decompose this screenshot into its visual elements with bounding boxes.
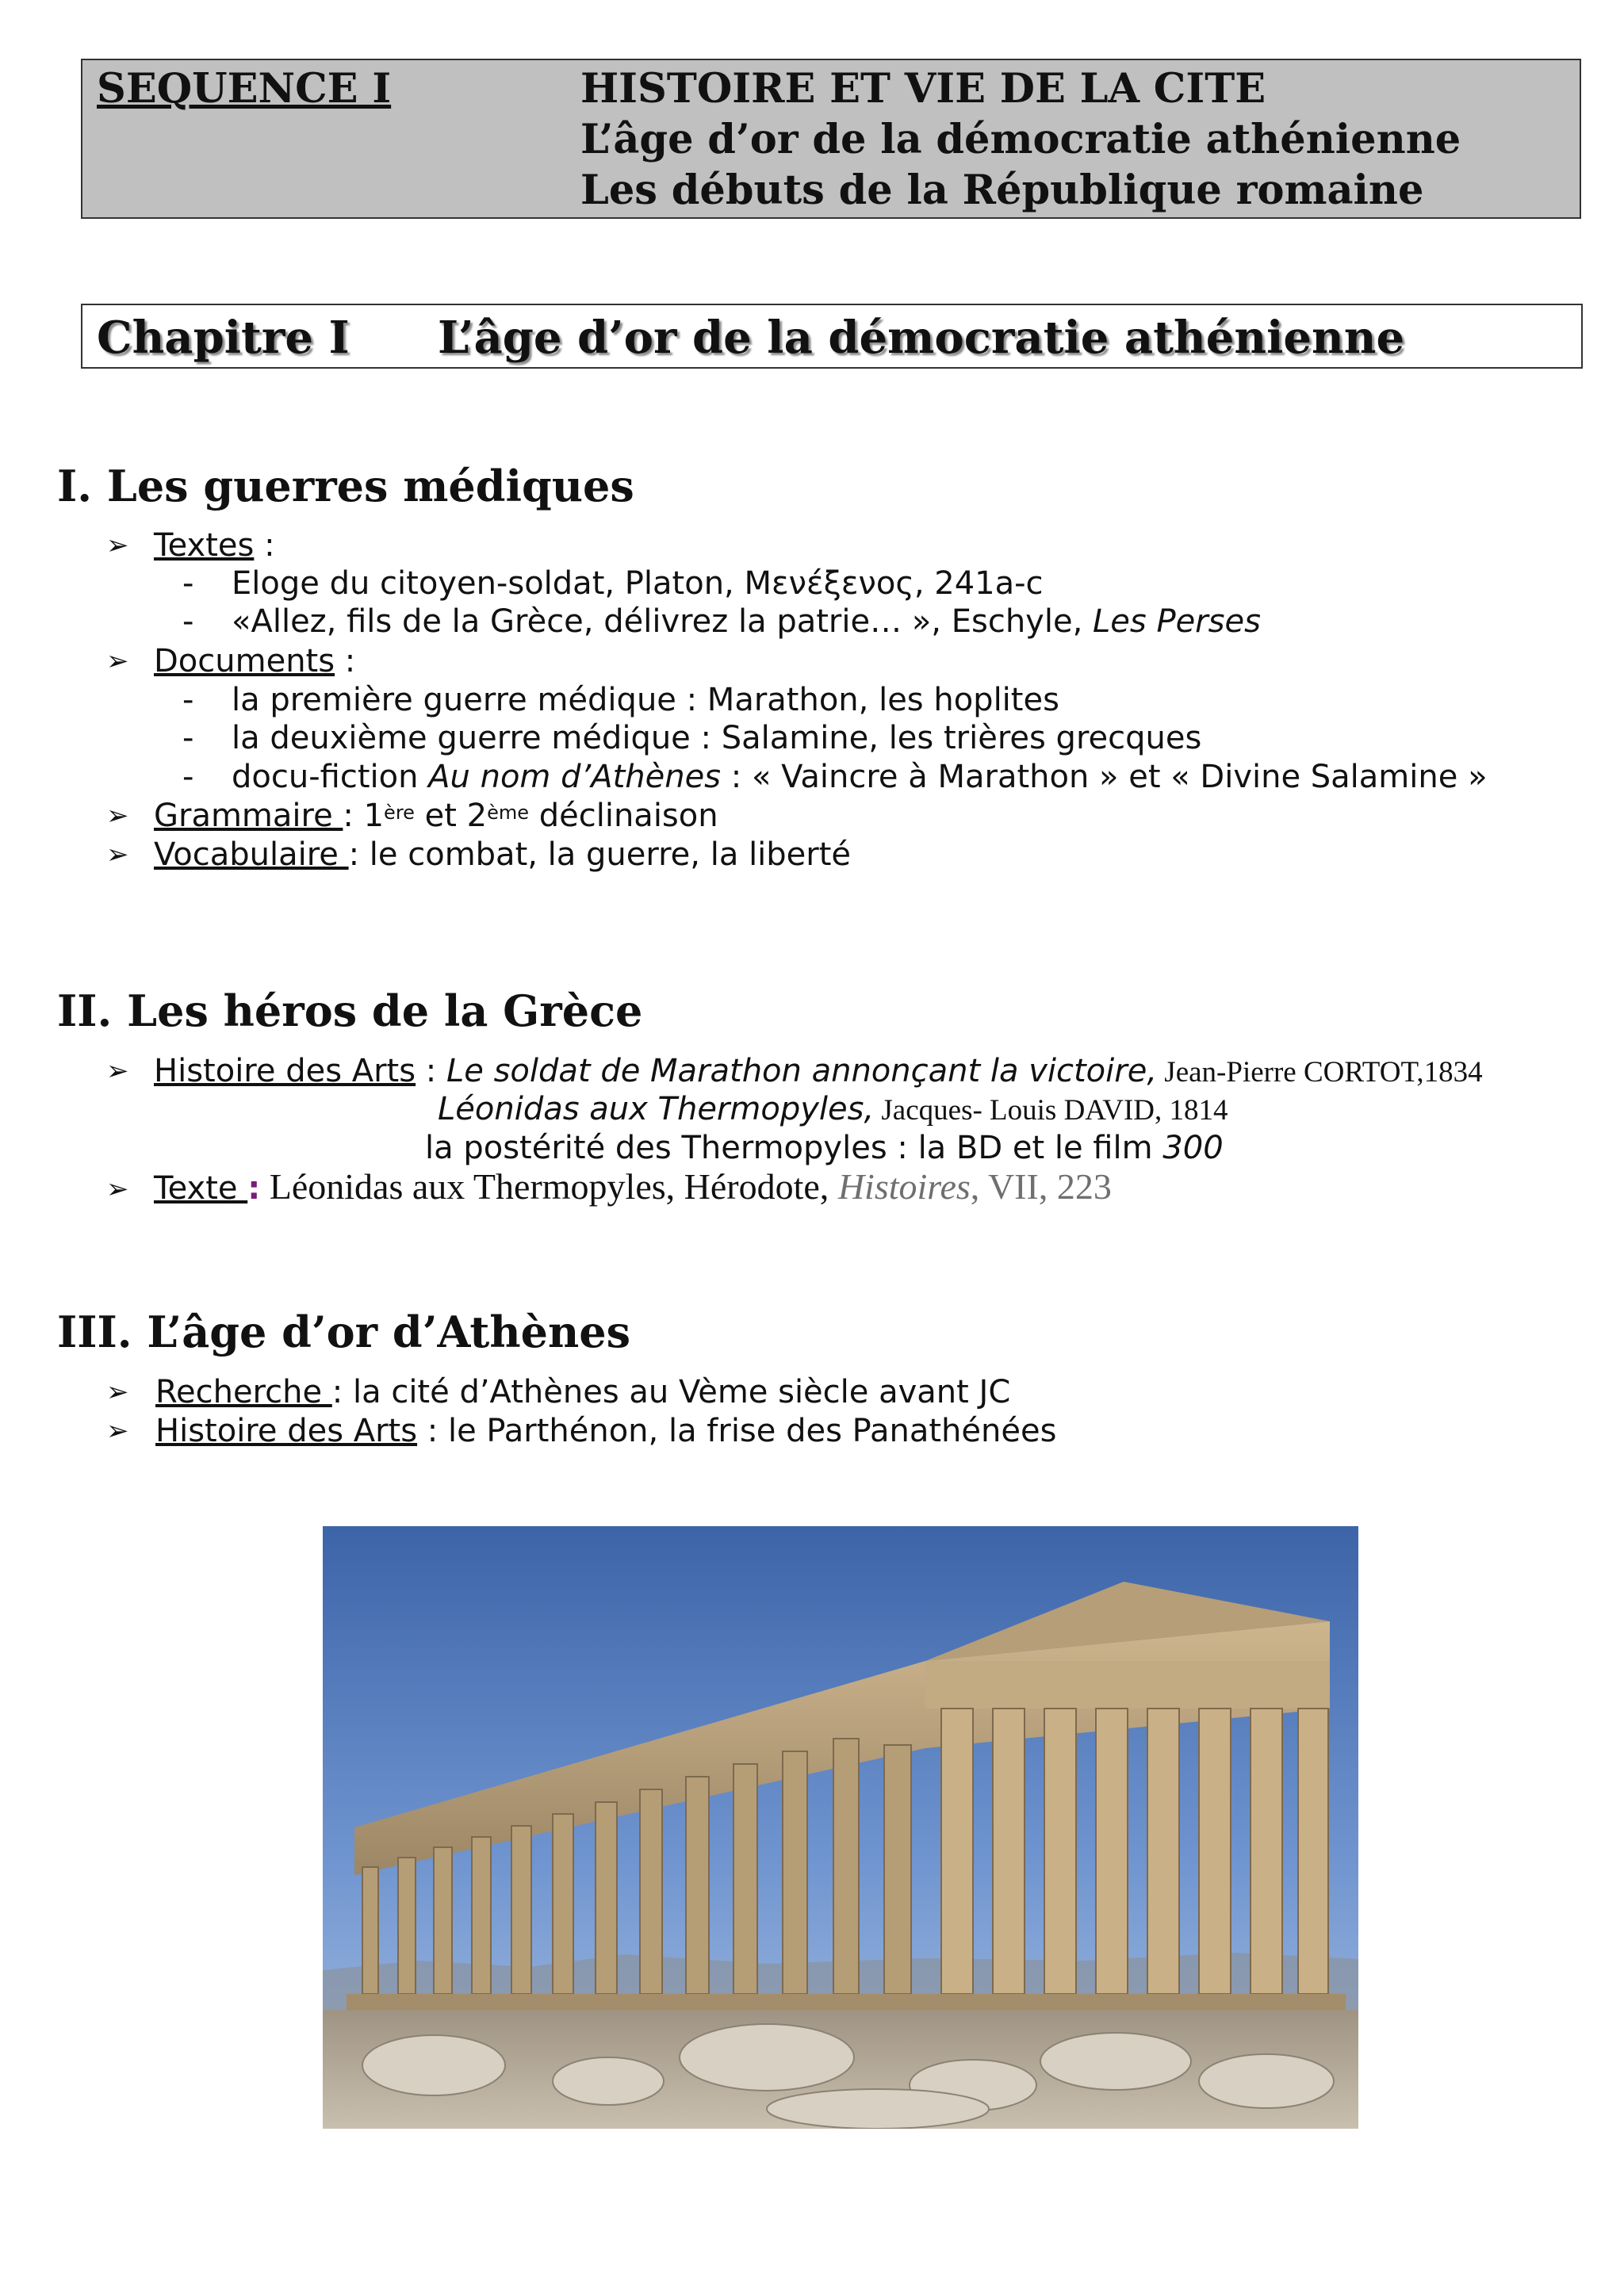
grammaire-sup: ère [384, 802, 415, 824]
grammaire-item [154, 797, 718, 835]
dash-bullet: - [182, 720, 194, 756]
art-2-author: Jacques- Louis DAVID, 1814 [874, 1094, 1228, 1127]
dash-bullet: - [182, 565, 194, 602]
documents-label: Documents [154, 643, 335, 679]
section-3-heading: III. L’âge d’or d’Athènes [57, 1307, 631, 1357]
grammaire-sup: ème [487, 802, 530, 824]
section-2-heading: II. Les héros de la Grèce [57, 985, 643, 1036]
sequence-subtitle-2: Les débuts de la République romaine [580, 166, 1424, 214]
texte-item-1 [232, 564, 1044, 603]
recherche-label: Recherche [155, 1374, 332, 1410]
bullet-arrow-icon: ➢ [106, 800, 129, 832]
grammaire-label: Grammaire [154, 798, 343, 834]
bullet-arrow-icon: ➢ [106, 1376, 129, 1408]
doc-3-title: Au nom d’Athènes [428, 759, 722, 795]
texte-label: Texte [154, 1170, 248, 1207]
vocabulaire-label: Vocabulaire [154, 836, 349, 873]
grammaire-text: déclinaison [529, 798, 718, 834]
arts-label: Histoire des Arts [154, 1053, 416, 1089]
bullet-arrow-icon: ➢ [106, 645, 129, 677]
textes-colon: : [254, 527, 275, 564]
chapter-title: L’âge d’or de la démocratie athénienne [438, 312, 1405, 364]
bullet-arrow-icon: ➢ [106, 1173, 129, 1205]
art-1-title: Le soldat de Marathon annonçant la victoire, [446, 1053, 1158, 1089]
texte-herodote-item [154, 1168, 1112, 1207]
texte-1-greek-title: Μενέξενος [744, 565, 914, 602]
art-3-film: 300 [1162, 1130, 1224, 1166]
arts-item [154, 1052, 1483, 1092]
art-3-text: la postérité des Thermopyles : la BD et le film [425, 1130, 1163, 1166]
document-item-1: la première guerre médique : Marathon, les hoplites [232, 682, 1059, 718]
bullet-arrow-icon: ➢ [106, 530, 129, 561]
chapter-number: Chapitre I [97, 312, 350, 364]
arts-parthenon-label: Histoire des Arts [155, 1413, 418, 1449]
art-1-author: Jean-Pierre CORTOT,1834 [1157, 1056, 1483, 1089]
documents-colon: : [335, 643, 356, 679]
texte-1-text: Eloge du citoyen-soldat, Platon, [232, 565, 745, 602]
documents-item [154, 642, 355, 680]
art-2-title: Léonidas aux Thermopyles, [438, 1091, 875, 1127]
textes-label: Textes [154, 527, 255, 564]
vocabulaire-text: : le combat, la guerre, la liberté [348, 836, 852, 873]
dash-bullet: - [182, 603, 194, 640]
doc-3-episodes: : « Vaincre à Marathon » et « Divine Salamine » [721, 759, 1488, 795]
arts-colon: : [416, 1053, 446, 1089]
section-1-heading: I. Les guerres médiques [57, 461, 634, 511]
texte-item-2 [232, 603, 1261, 641]
art-item-3 [425, 1129, 1224, 1167]
sequence-label: SEQUENCE I [97, 65, 392, 113]
recherche-item [155, 1373, 1010, 1411]
art-item-2 [438, 1090, 1228, 1130]
bullet-arrow-icon: ➢ [106, 1055, 129, 1087]
bullet-arrow-icon: ➢ [106, 1415, 129, 1447]
dash-bullet: - [182, 759, 194, 795]
texte-herodote-ref: , VII, 223 [970, 1166, 1112, 1207]
dash-bullet: - [182, 682, 194, 718]
sequence-subtitle-1: L’âge d’or de la démocratie athénienne [580, 116, 1461, 163]
parthenon-photo [323, 1526, 1358, 2129]
texte-herodote-text: Léonidas aux Thermopyles, Hérodote, [260, 1166, 838, 1207]
texte-colon: : [247, 1170, 261, 1207]
texte-2-text: «Allez, fils de la Grèce, délivrez la patrie… », Eschyle, [232, 603, 1093, 640]
texte-1-ref: , 241a-c [914, 565, 1044, 602]
textes-item [154, 526, 275, 564]
grammaire-text: et 2 [414, 798, 488, 834]
doc-3-text: docu-fiction [232, 759, 429, 795]
vocabulaire-item [154, 836, 851, 874]
document-item-3 [232, 758, 1488, 796]
bullet-arrow-icon: ➢ [106, 839, 129, 871]
recherche-text: : la cité d’Athènes au Vème siècle avant JC [331, 1374, 1011, 1410]
arts-parthenon-item [155, 1412, 1056, 1450]
texte-2-title: Les Perses [1093, 603, 1261, 640]
arts-parthenon-text: : le Parthénon, la frise des Panathénées [417, 1413, 1057, 1449]
document-item-2: la deuxième guerre médique : Salamine, les trières grecques [232, 720, 1202, 756]
grammaire-text: : 1 [343, 798, 385, 834]
texte-herodote-title: Histoires [837, 1166, 971, 1207]
sequence-title: HISTOIRE ET VIE DE LA CITE [580, 65, 1266, 113]
